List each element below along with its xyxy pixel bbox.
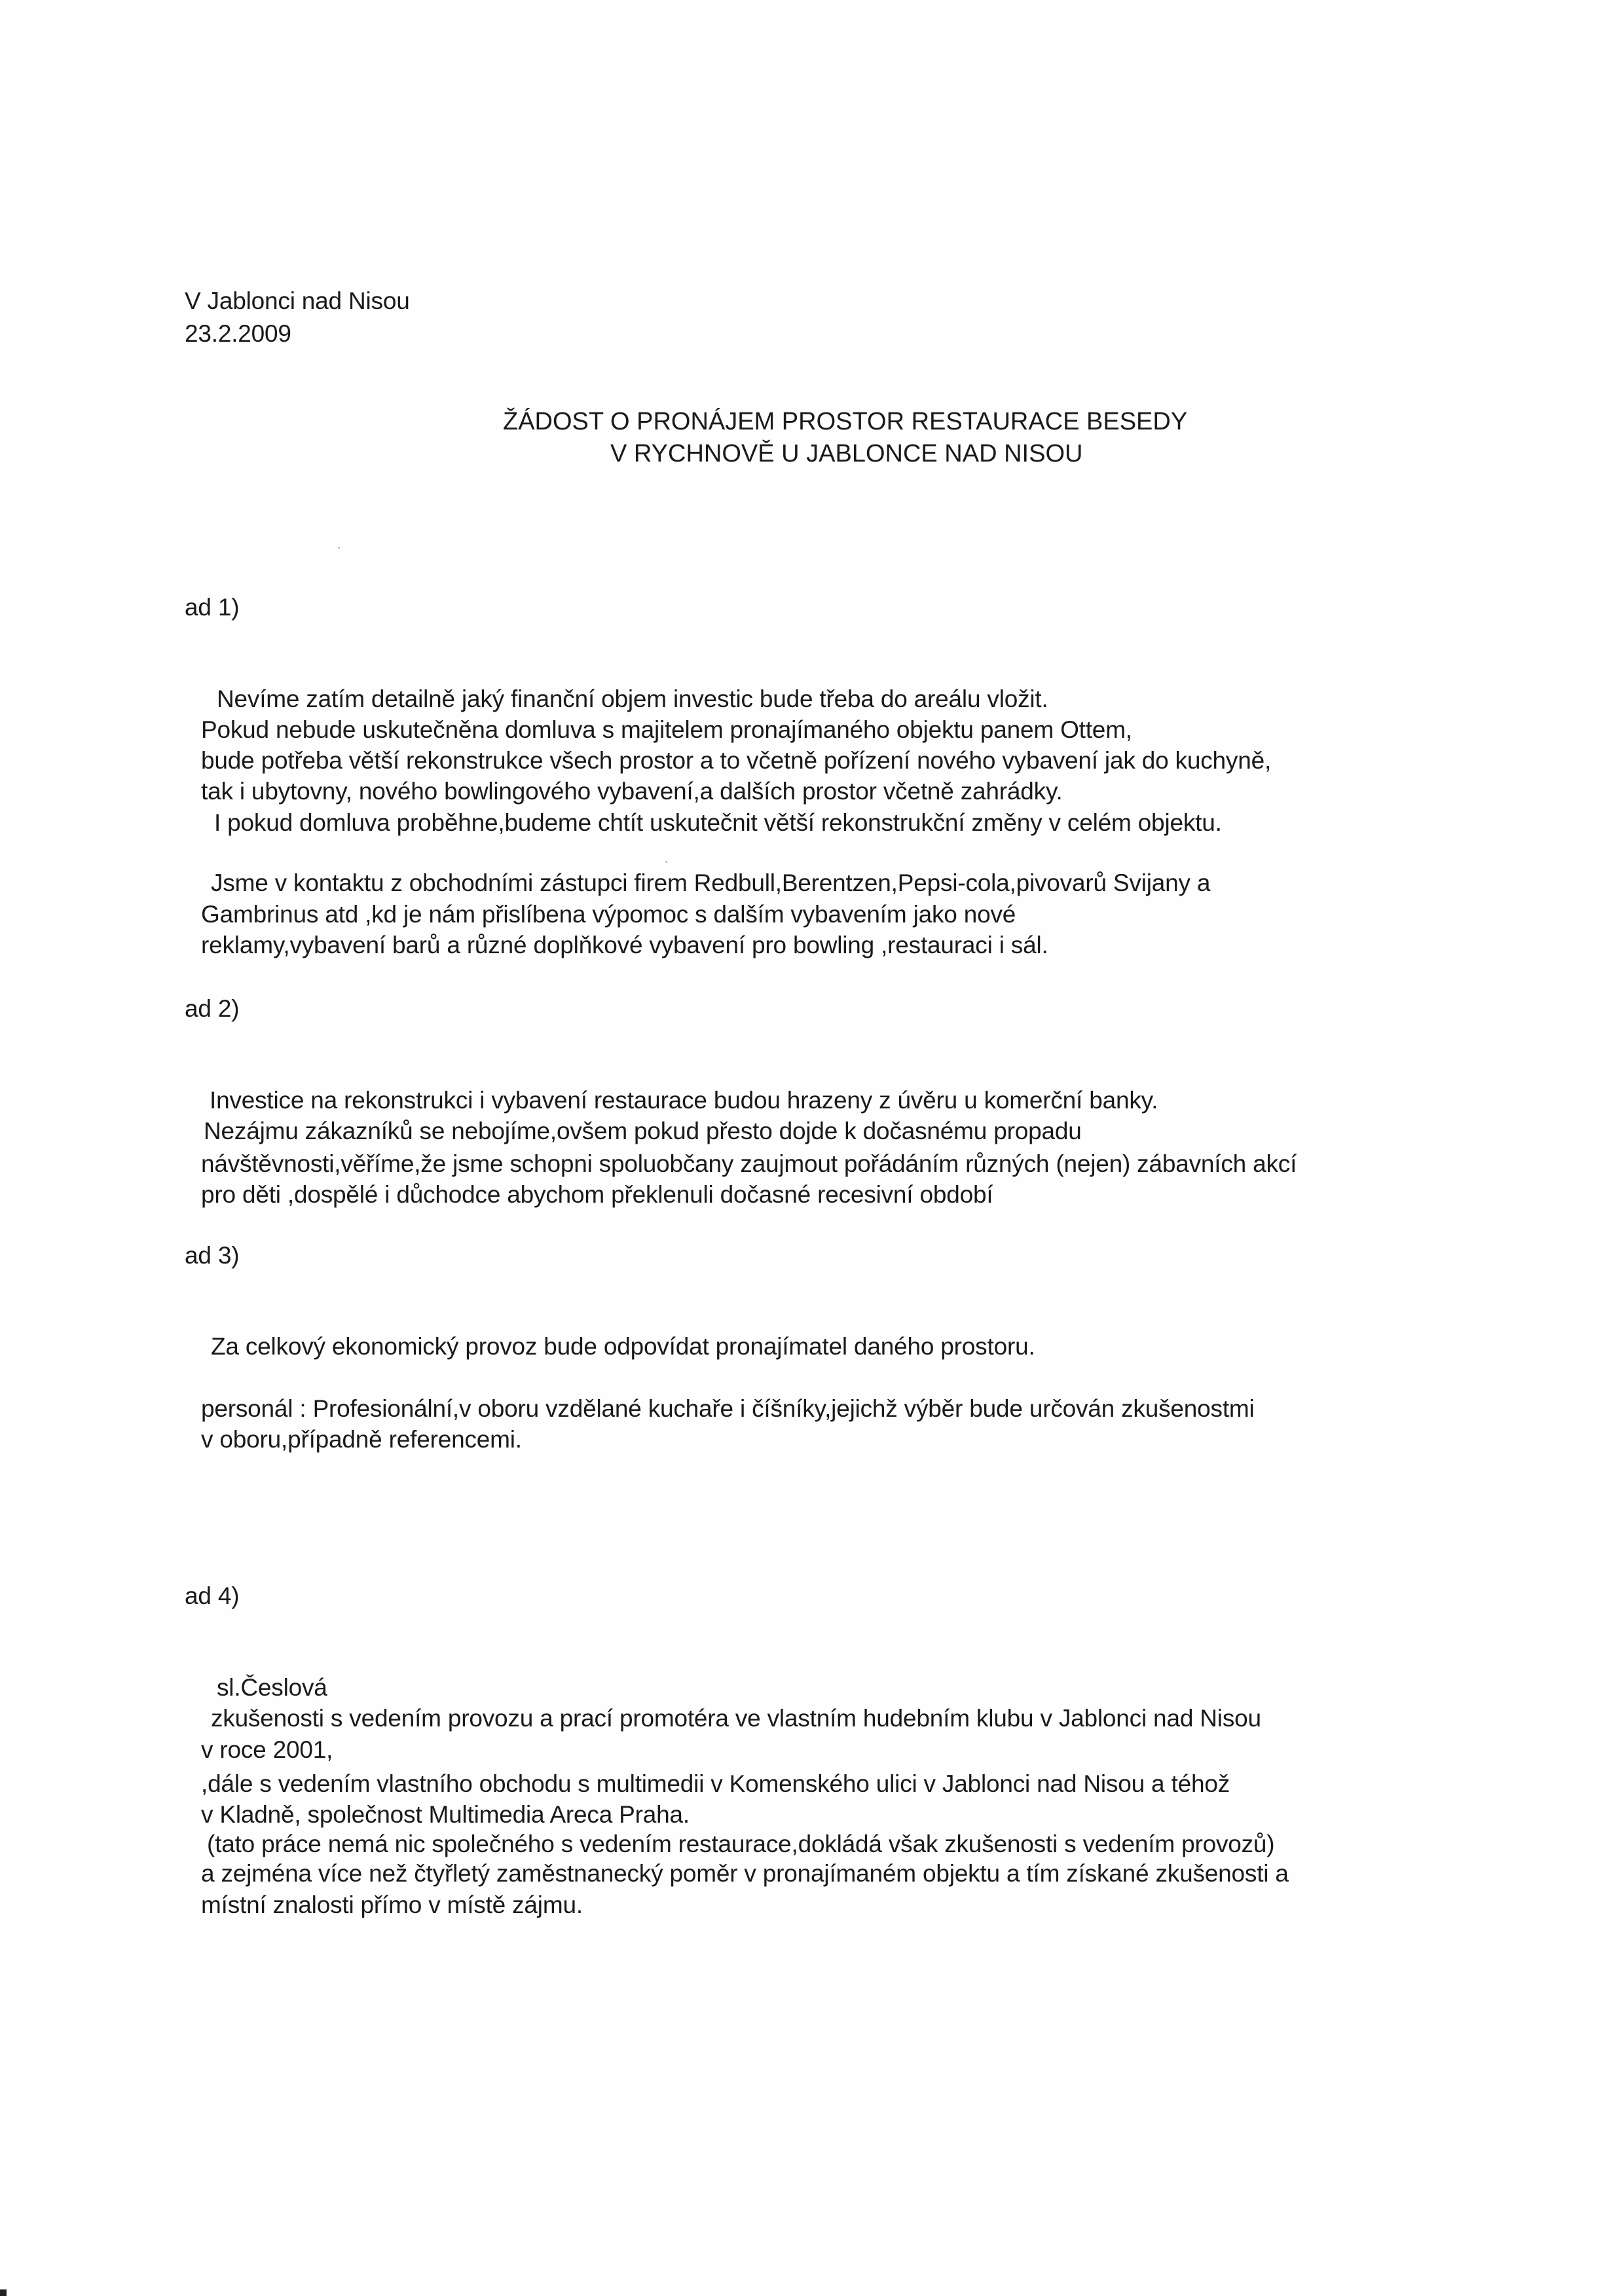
paragraph-line: v roce 2001,: [201, 1736, 333, 1763]
scan-speck: [665, 861, 667, 863]
paragraph-line: návštěvnosti,věříme,že jsme schopni spoluobčany zaujmout pořádáním různých (nejen) zábavních akcí: [201, 1150, 1297, 1177]
date-line: 23.2.2009: [185, 320, 291, 347]
document-title-line-1: ŽÁDOST O PRONÁJEM PROSTOR RESTAURACE BESEDY: [503, 408, 1188, 435]
paragraph-line: personál : Profesionální,v oboru vzdělané kuchaře i číšníky,jejichž výběr bude určován zkušenostmi: [201, 1395, 1255, 1422]
paragraph-line: reklamy,vybavení barů a různé doplňkové vybavení pro bowling ,restauraci i sál.: [201, 932, 1048, 958]
section-heading-ad-4: ad 4): [185, 1582, 240, 1609]
paragraph-line: (tato práce nemá nic společného s vedením restaurace,dokládá však zkušenosti s vedením provozů): [207, 1831, 1275, 1857]
paragraph-line: Gambrinus atd ,kd je nám přislíbena výpomoc s dalším vybavením jako nové: [201, 901, 1016, 928]
paragraph-line: Za celkový ekonomický provoz bude odpovídat pronajímatel daného prostoru.: [211, 1333, 1035, 1360]
paragraph-line: pro děti ,dospělé i důchodce abychom překlenuli dočasné recesivní období: [201, 1181, 993, 1208]
document-title-line-2: V RYCHNOVĚ U JABLONCE NAD NISOU: [610, 440, 1083, 467]
paragraph-line: a zejména více než čtyřletý zaměstnanecký poměr v pronajímaném objektu a tím získané zkušenosti a: [201, 1860, 1289, 1887]
paragraph-line: I pokud domluva proběhne,budeme chtít uskutečnit větší rekonstrukční změny v celém objektu.: [214, 809, 1222, 836]
paragraph-line: v oboru,případně referencemi.: [201, 1426, 522, 1453]
paragraph-line: Pokud nebude uskutečněna domluva s majitelem pronajímaného objektu panem Ottem,: [201, 716, 1132, 743]
scan-corner-mark: [0, 2289, 7, 2296]
paragraph-line: bude potřeba větší rekonstrukce všech prostor a to včetně pořízení nového vybavení jak do kuchyně,: [201, 747, 1272, 774]
paragraph-line: Nezájmu zákazníků se nebojíme,ovšem pokud přesto dojde k dočasnému propadu: [204, 1118, 1082, 1144]
paragraph-line: Investice na rekonstrukci i vybavení restaurace budou hrazeny z úvěru u komerční banky.: [210, 1087, 1158, 1114]
paragraph-line: Nevíme zatím detailně jaký finanční objem investic bude třeba do areálu vložit.: [217, 685, 1048, 712]
section-heading-ad-2: ad 2): [185, 995, 240, 1022]
section-heading-ad-3: ad 3): [185, 1242, 240, 1269]
paragraph-line: ,dále s vedením vlastního obchodu s multimedii v Komenského ulici v Jablonci nad Nisou a téhož: [201, 1770, 1230, 1797]
paragraph-line: v Kladně, společnost Multimedia Areca Praha.: [201, 1801, 690, 1828]
paragraph-line: Jsme v kontaktu z obchodními zástupci firem Redbull,Berentzen,Pepsi-cola,pivovarů Svijany a: [211, 869, 1211, 896]
scan-speck: [338, 547, 340, 549]
paragraph-line: zkušenosti s vedením provozu a prací promotéra ve vlastním hudebním klubu v Jablonci nad Nisou: [211, 1705, 1261, 1732]
place-line: V Jablonci nad Nisou: [185, 287, 410, 314]
paragraph-line: sl.Česlová: [217, 1674, 327, 1701]
paragraph-line: tak i ubytovny, nového bowlingového vybavení,a dalších prostor včetně zahrádky.: [201, 778, 1063, 805]
section-heading-ad-1: ad 1): [185, 594, 240, 621]
paragraph-line: místní znalosti přímo v místě zájmu.: [201, 1891, 583, 1918]
